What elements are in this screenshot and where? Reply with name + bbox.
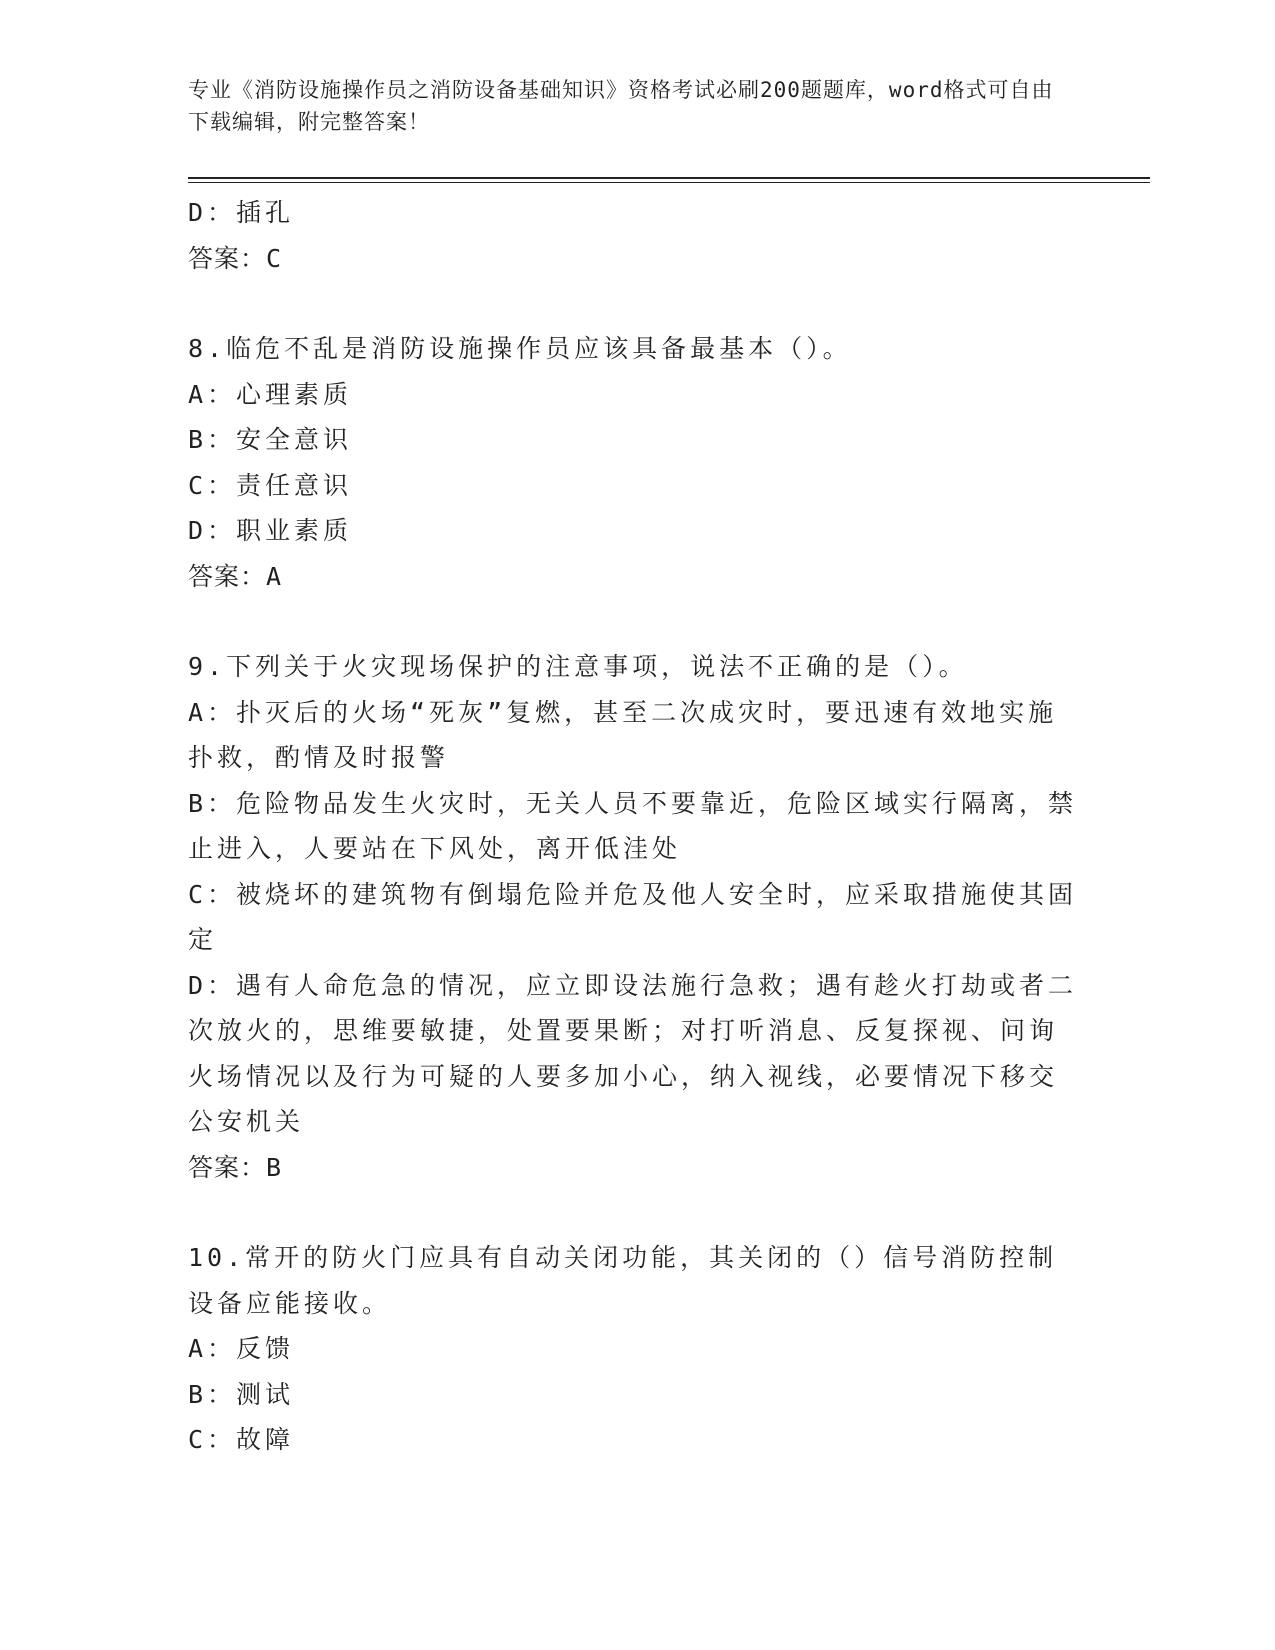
question-8-option-d: D：职业素质	[188, 516, 353, 545]
spacer	[188, 281, 1078, 326]
question-10-option-c: C：故障	[188, 1425, 295, 1454]
question-8-option-a: A：心理素质	[188, 379, 353, 409]
question-10-option-a: A：反馈	[188, 1334, 295, 1363]
question-8-stem: 8.临危不乱是消防设施操作员应该具备最基本（）。	[188, 334, 852, 363]
question-content	[188, 190, 1078, 1463]
page-header: 专业《消防设施操作员之消防设备基础知识》资格考试必刷200题题库，word格式可自由下载编辑，附完整答案！	[188, 78, 1054, 134]
question-10-stem: 10.常开的防火门应具有自动关闭功能，其关闭的（）信号消防控制设备应能接收。	[188, 1243, 1058, 1318]
spacer	[188, 599, 1078, 644]
question-8-option-c: C：责任意识	[188, 470, 353, 500]
header-divider-thick	[188, 177, 1150, 179]
prev-question-answer: 答案：C	[188, 243, 283, 273]
question-9-option-a: A：扑灭后的火场“死灰”复燃，甚至二次成灾时，要迅速有效地实施扑救，酌情及时报警	[188, 697, 1058, 772]
spacer	[188, 1190, 1078, 1235]
question-9-option-b: B：危险物品发生火灾时，无关人员不要靠近，危险区域实行隔离，禁止进入，人要站在下风处，离开低洼处	[188, 788, 1078, 863]
question-9-stem: 9.下列关于火灾现场保护的注意事项，说法不正确的是（）。	[188, 652, 968, 681]
question-8-option-b: B：安全意识	[188, 425, 353, 454]
question-9-option-c: C：被烧坏的建筑物有倒塌危险并危及他人安全时，应采取措施使其固定	[188, 879, 1078, 954]
question-8-answer: 答案：A	[188, 561, 283, 591]
question-10-option-b: B：测试	[188, 1379, 295, 1409]
header-divider-thin	[188, 182, 1150, 183]
prev-question-option-d: D：插孔	[188, 198, 295, 227]
question-9-answer: 答案：B	[188, 1152, 283, 1182]
question-9-option-d: D：遇有人命危急的情况，应立即设法施行急救；遇有趁火打劫或者二次放火的，思维要敏捷，处置要果断；对打听消息、反复探视、问询火场情况以及行为可疑的人要多加小心，纳入视线，必要情况下移交公安机关	[188, 970, 1078, 1136]
